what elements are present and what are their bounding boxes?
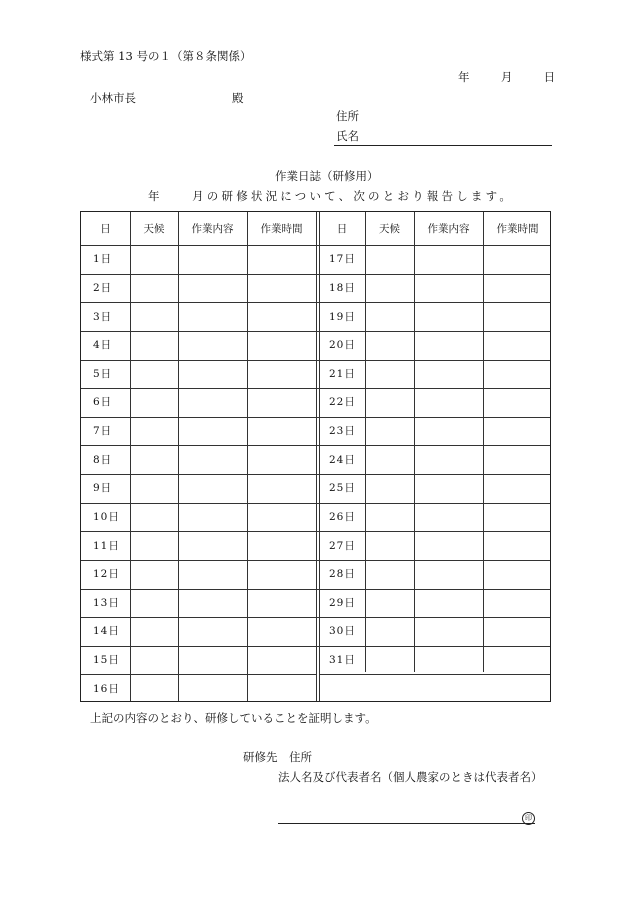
- date-line: [458, 72, 555, 84]
- day-label: 23日: [329, 424, 356, 437]
- table-rule: [319, 674, 550, 675]
- certification-text: 上記の内容のとおり、研修していることを証明します。: [90, 711, 377, 725]
- day-label: 18日: [329, 281, 356, 294]
- address-label: 住所: [336, 109, 359, 123]
- day-label: 31日: [329, 653, 356, 666]
- day-label: 14日: [93, 625, 120, 638]
- day-label: 10日: [93, 510, 120, 523]
- seal-mark: 印: [522, 812, 535, 825]
- trainer-address-label: 住所: [289, 750, 312, 764]
- day-label: 15日: [93, 653, 120, 666]
- day-label: 12日: [93, 567, 120, 580]
- name-label: 氏名: [336, 129, 359, 143]
- day-label: 29日: [329, 596, 356, 609]
- day-label: 13日: [93, 596, 120, 609]
- date-month-label: 月: [500, 70, 513, 84]
- day-label: 28日: [329, 567, 356, 580]
- day-label: 24日: [329, 453, 356, 466]
- day-label: 4日: [93, 338, 113, 351]
- day-label: 22日: [329, 396, 356, 409]
- signature-underline: [278, 823, 535, 824]
- date-day-label: 日: [543, 70, 556, 84]
- day-label: 8日: [93, 453, 113, 466]
- form-number: 様式第 13 号の１（第８条関係）: [80, 49, 252, 63]
- work-log-table: [80, 211, 551, 702]
- day-label: 19日: [329, 310, 356, 323]
- corporation-representative-label: 法人名及び代表者名（個人農家のときは代表者名）: [278, 770, 543, 784]
- report-statement: 年 月の研修状況について、次のとおり報告します。: [148, 189, 515, 203]
- date-year-label: 年: [458, 70, 470, 84]
- column-header: 日: [336, 222, 348, 235]
- day-label: 1日: [93, 253, 113, 266]
- column-header: 作業内容: [191, 222, 234, 235]
- table-column-rule: [365, 212, 366, 672]
- column-header: 日: [100, 222, 111, 235]
- name-underline: [334, 145, 552, 146]
- day-label: 26日: [329, 510, 356, 523]
- trainer-label: 研修先: [243, 750, 278, 764]
- table-column-rule: [319, 212, 320, 701]
- table-rule: [81, 674, 317, 675]
- day-label: 17日: [329, 253, 356, 266]
- addressee: 小林市長: [90, 91, 136, 105]
- table-column-rule: [130, 212, 131, 701]
- day-label: 20日: [329, 338, 356, 351]
- day-label: 5日: [93, 367, 113, 380]
- table-column-rule: [178, 212, 179, 701]
- day-label: 11日: [93, 539, 120, 552]
- column-header: 天候: [379, 222, 400, 235]
- table-column-rule: [414, 212, 415, 672]
- document-title: 作業日誌（研修用）: [275, 169, 379, 183]
- table-column-rule: [483, 212, 484, 672]
- day-label: 3日: [93, 310, 113, 323]
- day-label: 21日: [329, 367, 356, 380]
- day-label: 27日: [329, 539, 356, 552]
- day-label: 9日: [93, 482, 113, 495]
- table-column-rule: [316, 212, 317, 701]
- column-header: 作業時間: [260, 222, 303, 235]
- day-label: 25日: [329, 482, 356, 495]
- day-label: 30日: [329, 625, 356, 638]
- table-column-rule: [247, 212, 248, 701]
- day-label: 6日: [93, 396, 113, 409]
- day-label: 7日: [93, 424, 113, 437]
- day-label: 16日: [93, 682, 120, 695]
- honorific: 殿: [232, 91, 244, 105]
- column-header: 天候: [143, 222, 165, 235]
- column-header: 作業内容: [427, 222, 470, 235]
- day-label: 2日: [93, 281, 113, 294]
- column-header: 作業時間: [496, 222, 539, 235]
